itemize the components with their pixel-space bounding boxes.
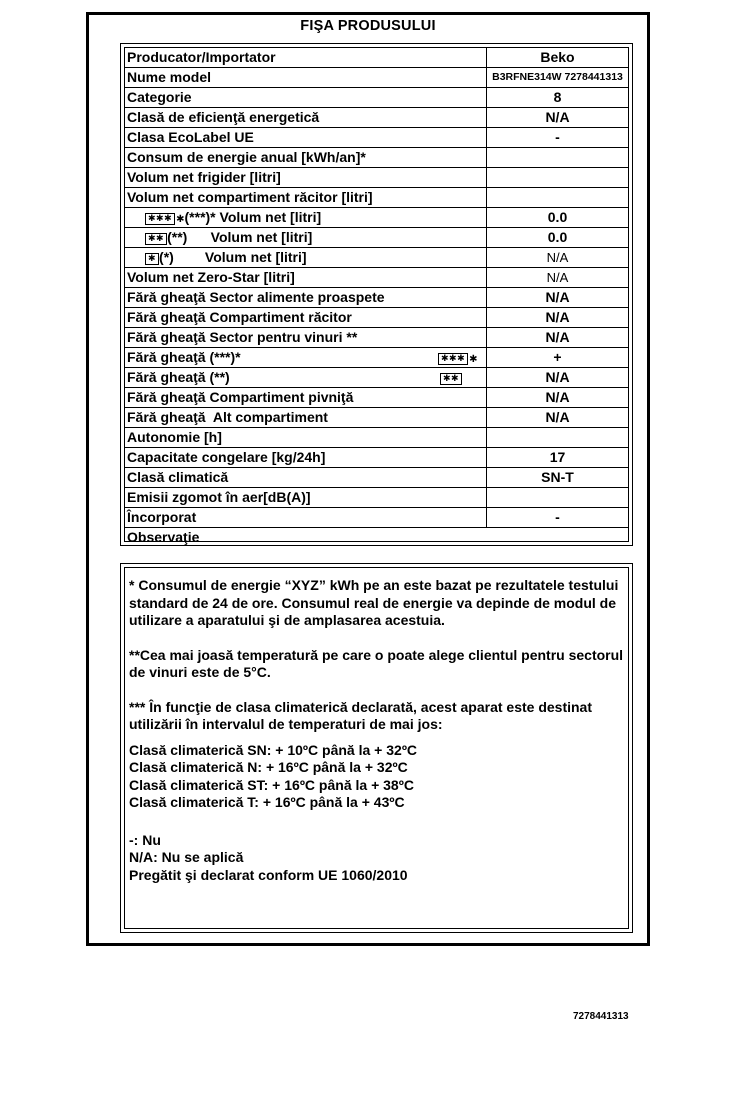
row-label-text: Fără gheaţă (***)* xyxy=(127,349,241,365)
table-row xyxy=(125,268,628,288)
table-row xyxy=(125,148,628,168)
legend-line: Pregătit şi declarat conform UE 1060/2010 xyxy=(129,866,408,883)
row-value: - xyxy=(486,128,628,147)
row-value: 0.0 xyxy=(486,208,628,227)
table-row xyxy=(125,108,628,128)
row-value xyxy=(486,188,628,207)
row-label xyxy=(127,69,211,85)
row-value: N/A xyxy=(486,368,628,387)
row-label xyxy=(127,489,311,505)
table-row xyxy=(125,448,628,468)
product-sheet xyxy=(86,12,650,946)
table-row xyxy=(125,528,628,549)
row-value: N/A xyxy=(486,288,628,307)
row-label xyxy=(127,269,295,285)
row-label xyxy=(127,309,352,325)
row-label-text: Fără gheaţă Compartiment pivniţă xyxy=(127,389,354,405)
row-value xyxy=(486,168,628,187)
table-row xyxy=(125,128,628,148)
climate-line: Clasă climaterică SN: + 10ºC până la + 32ºC xyxy=(129,741,418,758)
row-label xyxy=(127,409,328,425)
row-label-text: Fără gheaţă Compartiment răcitor xyxy=(127,309,352,325)
table-row xyxy=(125,488,628,508)
row-label-text: Observaţie xyxy=(127,529,200,545)
footer-product-code: 7278441313 xyxy=(573,1011,629,1022)
climate-line: Clasă climaterică N: + 16ºC până la + 32ºC xyxy=(129,759,408,775)
row-value xyxy=(486,148,628,167)
table-row xyxy=(125,408,628,428)
row-label xyxy=(127,209,321,225)
row-value: N/A xyxy=(486,248,628,267)
row-label-text: Fără gheaţă Sector alimente proaspete xyxy=(127,289,385,305)
row-label-text: Categorie xyxy=(127,89,192,105)
row-label-text: Clasă climatică xyxy=(127,469,229,485)
page-title: FIŞA PRODUSULUI xyxy=(300,18,436,34)
row-label-text: Producator/Importator xyxy=(127,49,276,65)
row-label-text: Clasa EcoLabel UE xyxy=(127,129,254,145)
freezer-stars-icon: ✱✱✱ xyxy=(438,353,468,365)
row-label-text: Emisii zgomot în aer[dB(A)] xyxy=(127,489,311,505)
row-label xyxy=(127,109,319,125)
notes-box xyxy=(120,563,633,933)
row-value: 17 xyxy=(486,448,628,467)
row-label-text: Autonomie [h] xyxy=(127,429,222,445)
row-value: N/A xyxy=(486,328,628,347)
row-label-text: Volum net frigider [litri] xyxy=(127,169,281,185)
table-row xyxy=(125,508,628,528)
table-row xyxy=(125,228,628,248)
row-value xyxy=(486,488,628,507)
climate-line: Clasă climaterică ST: + 16ºC până la + 38ºC xyxy=(129,776,414,793)
table-row xyxy=(125,368,628,388)
table-row xyxy=(125,168,628,188)
freezer-stars-icon: ✱✱ xyxy=(440,373,462,385)
row-label xyxy=(127,329,357,345)
row-label xyxy=(127,89,192,105)
table-row xyxy=(125,288,628,308)
row-label-text: Clasă de eficienţă energetică xyxy=(127,109,320,125)
row-value xyxy=(486,428,628,447)
table-row xyxy=(125,328,628,348)
row-label-text: Fără gheaţă (**) xyxy=(127,369,230,385)
row-label xyxy=(127,389,353,405)
note-energy: * Consumul de energie “XYZ” kWh pe an este bazat pe rezultatele testului standard de 24 de ore. Consumul real de energie va depinde de modul de utilizare a aparatului şi de amplasarea acestuia. xyxy=(129,577,619,628)
climate-line: Clasă climaterică T: + 16ºC până la + 43ºC xyxy=(129,794,405,810)
row-label xyxy=(127,289,385,305)
table-row xyxy=(125,208,628,228)
freezer-stars-icon: ✱ xyxy=(145,253,159,265)
row-value: Beko xyxy=(486,48,628,67)
row-value: + xyxy=(486,348,628,367)
row-value: 0.0 xyxy=(486,228,628,247)
row-label xyxy=(127,49,276,65)
row-label xyxy=(127,469,228,485)
row-value: B3RFNE314W 7278441313 xyxy=(486,68,628,87)
freezer-stars-icon: ✱✱✱ xyxy=(145,213,175,225)
star-icon: ✱ xyxy=(176,214,185,225)
table-row xyxy=(125,188,628,208)
row-label xyxy=(127,169,281,185)
note-wine-temperature: **Cea mai joasă temperatură pe care o poate alege clientul pentru sectorul de vinuri este de 5°C. xyxy=(129,646,624,680)
row-label xyxy=(127,429,222,445)
row-label xyxy=(127,149,366,165)
row-label-text: (*) Volum net [litri] xyxy=(159,249,307,265)
row-value: N/A xyxy=(486,388,628,407)
product-table-body xyxy=(124,47,629,545)
row-label-text: Fără gheaţă Sector pentru vinuri ** xyxy=(127,329,358,345)
table-row xyxy=(125,348,628,368)
table-row xyxy=(125,388,628,408)
row-label-text: Volum net compartiment răcitor [litri] xyxy=(127,189,373,205)
row-value: 8 xyxy=(486,88,628,107)
table-row xyxy=(125,88,628,108)
table-row xyxy=(125,428,628,448)
row-label-text: Nume model xyxy=(127,69,212,85)
row-value: N/A xyxy=(486,108,628,127)
table-row xyxy=(125,248,628,268)
row-label-text: Consum de energie anual [kWh/an]* xyxy=(127,149,366,165)
row-label-text: Încorporat xyxy=(127,509,197,525)
row-label xyxy=(127,349,241,365)
row-label xyxy=(127,529,199,545)
legend-line: N/A: Nu se aplică xyxy=(129,849,244,865)
table-row xyxy=(125,468,628,488)
row-label xyxy=(127,229,312,245)
row-value: N/A xyxy=(486,268,628,287)
row-label xyxy=(127,509,196,525)
row-value: N/A xyxy=(486,308,628,327)
row-label xyxy=(127,449,325,465)
product-table xyxy=(120,43,633,546)
row-label xyxy=(127,129,254,145)
row-label-text: Capacitate congelare [kg/24h] xyxy=(127,449,326,465)
star-icon: ✱ xyxy=(469,354,478,365)
row-label-text: Fără gheaţă Alt compartiment xyxy=(127,409,328,425)
notes-content xyxy=(124,567,629,929)
row-label xyxy=(127,369,230,385)
row-label-text: (***)* Volum net [litri] xyxy=(184,209,322,225)
freezer-stars-icon: ✱✱ xyxy=(145,233,167,245)
row-value: N/A xyxy=(486,408,628,427)
row-value: SN-T xyxy=(486,468,628,487)
table-row xyxy=(125,68,628,88)
table-row xyxy=(125,48,628,68)
legend-line: -: Nu xyxy=(129,831,161,848)
row-label xyxy=(127,189,373,205)
row-value: - xyxy=(486,508,628,527)
note-climate-class: *** În funcţie de clasa climaterică declarată, acest aparat este destinat utilizării în intervalul de temperaturi de mai jos: xyxy=(129,698,592,732)
row-label-text: (**) Volum net [litri] xyxy=(167,229,313,245)
row-label xyxy=(127,249,307,265)
table-row xyxy=(125,308,628,328)
row-label-text: Volum net Zero-Star [litri] xyxy=(127,269,295,285)
